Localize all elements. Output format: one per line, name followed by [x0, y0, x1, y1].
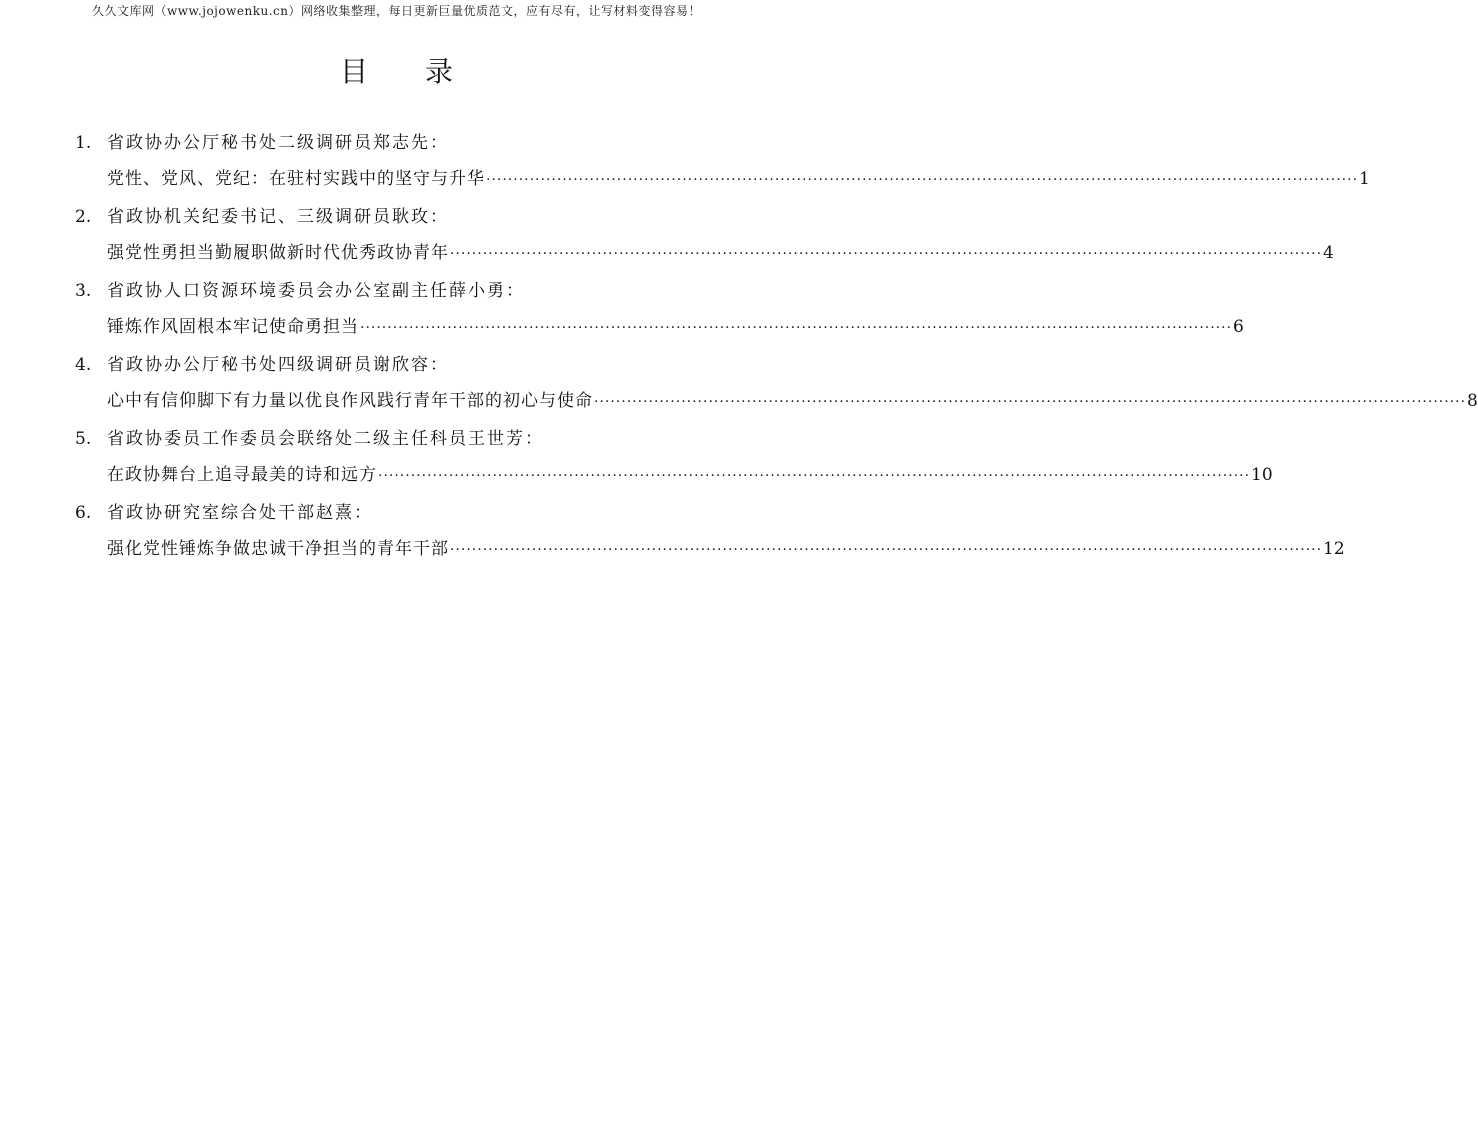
- toc-entry-author: 省政协办公厅秘书处二级调研员郑志先：: [107, 133, 449, 153]
- toc-leader-dots: ································································································································································: [450, 542, 1323, 558]
- toc-entry[interactable]: [75, 500, 1345, 562]
- toc-entry-page: 1: [1359, 169, 1370, 189]
- toc-entry-number: 6.: [75, 503, 92, 523]
- toc-entry-page: 12: [1323, 539, 1345, 559]
- toc-entry-title: 强党性勇担当勤履职做新时代优秀政协青年: [107, 243, 449, 263]
- toc-leader-dots: ································································································································································: [378, 468, 1251, 484]
- toc-entry-line: [107, 462, 1273, 488]
- page-title: 目 录: [340, 55, 477, 88]
- toc-leader-dots: ································································································································································: [486, 172, 1359, 188]
- toc-entry-line: [107, 240, 1334, 266]
- toc-entry[interactable]: [75, 130, 1370, 192]
- toc-leader-dots: ································································································································································: [360, 320, 1233, 336]
- toc-entry-page: 10: [1251, 465, 1273, 485]
- toc-entry-author: 省政协人口资源环境委员会办公室副主任薛小勇：: [107, 281, 525, 301]
- toc-entry-heading: [75, 130, 720, 156]
- toc-entry-title: 心中有信仰脚下有力量以优良作风践行青年干部的初心与使命: [107, 391, 593, 411]
- toc-entry[interactable]: [75, 204, 1334, 266]
- toc-entry-heading: [75, 278, 720, 304]
- toc-entry-author: 省政协办公厅秘书处四级调研员谢欣容：: [107, 355, 449, 375]
- toc-entry-line: [107, 166, 1370, 192]
- toc-entry-number: 3.: [75, 281, 92, 301]
- toc-entry-heading: [75, 352, 720, 378]
- toc-entry-page: 4: [1323, 243, 1334, 263]
- toc-entry[interactable]: [75, 352, 1478, 414]
- toc-entry-number: 4.: [75, 355, 92, 375]
- toc-leader-dots: ································································································································································: [594, 394, 1467, 410]
- toc-leader-dots: ································································································································································: [450, 246, 1323, 262]
- header-banner: 久久文库网（www.jojowenku.cn）网络收集整理，每日更新巨量优质范文，应有尽有，让写材料变得容易！: [92, 4, 701, 18]
- toc-entry-page: 6: [1233, 317, 1244, 337]
- toc-entry-title: 锤炼作风固根本牢记使命勇担当: [107, 317, 359, 337]
- toc-entry-title: 在政协舞台上追寻最美的诗和远方: [107, 465, 377, 485]
- toc-entry-heading: [75, 204, 720, 230]
- toc-entry-heading: [75, 500, 720, 526]
- table-of-contents: [75, 130, 1478, 574]
- toc-entry-heading: [75, 426, 720, 452]
- toc-entry-number: 2.: [75, 207, 92, 227]
- toc-entry-title: 党性、党风、党纪：在驻村实践中的坚守与升华: [107, 169, 485, 189]
- toc-entry-title: 强化党性锤炼争做忠诚干净担当的青年干部: [107, 539, 449, 559]
- toc-entry-number: 1.: [75, 133, 92, 153]
- toc-entry-author: 省政协机关纪委书记、三级调研员耿玫：: [107, 207, 449, 227]
- toc-entry[interactable]: [75, 426, 1273, 488]
- toc-entry-number: 5.: [75, 429, 92, 449]
- toc-entry-author: 省政协研究室综合处干部赵熹：: [107, 503, 373, 523]
- toc-entry-line: [107, 388, 1478, 414]
- toc-entry-line: [107, 314, 1244, 340]
- toc-entry-page: 8: [1467, 391, 1478, 411]
- toc-entry-author: 省政协委员工作委员会联络处二级主任科员王世芳：: [107, 429, 544, 449]
- toc-entry-line: [107, 536, 1345, 562]
- toc-entry[interactable]: [75, 278, 1244, 340]
